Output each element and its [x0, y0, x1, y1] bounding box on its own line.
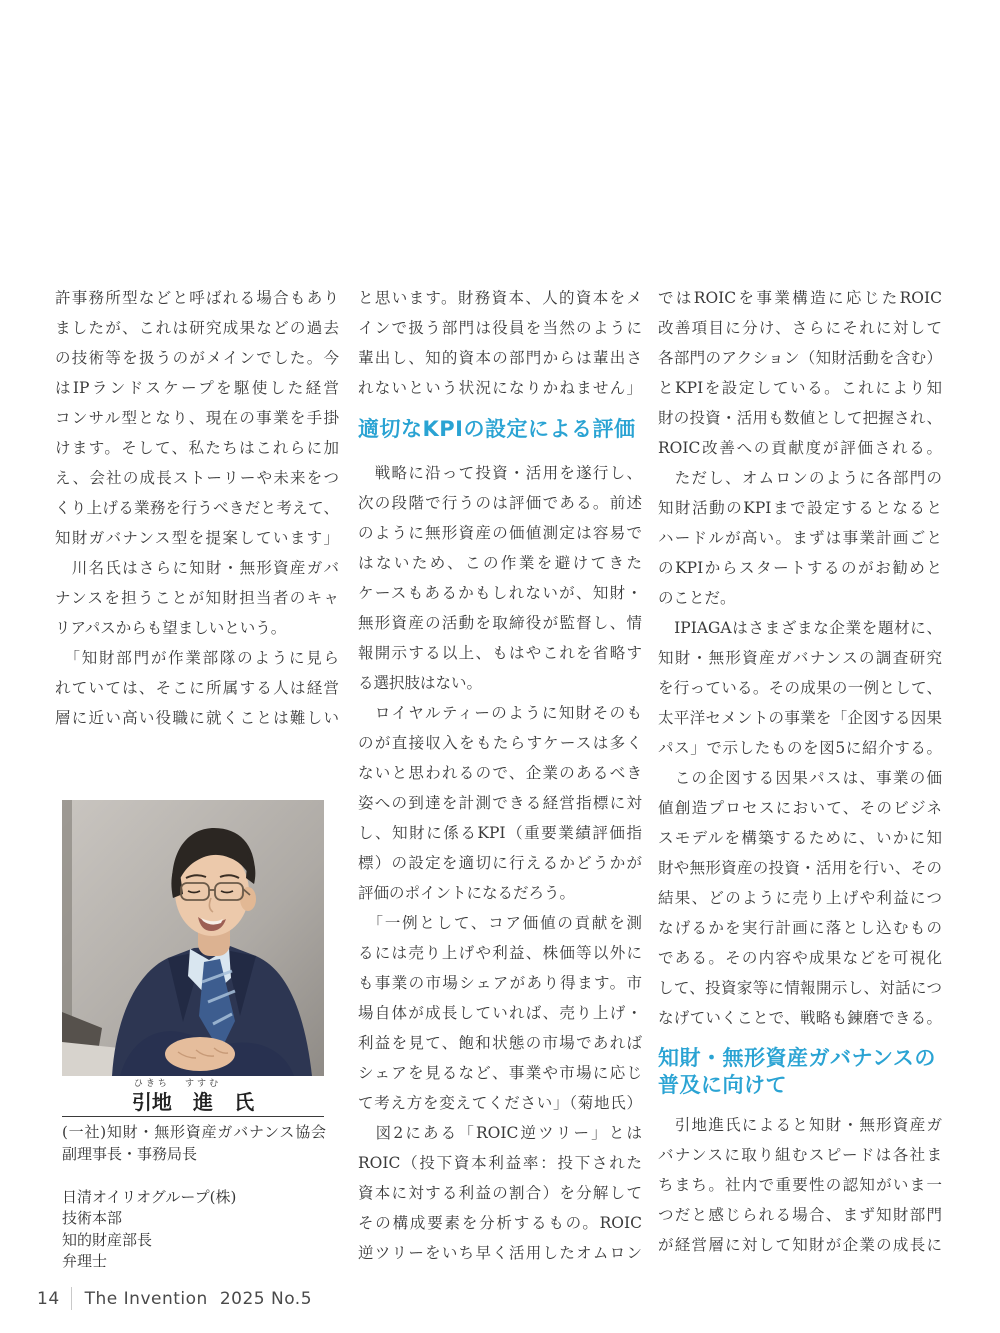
article-column-middle [358, 283, 642, 1268]
text-line: 輩出し、知的資本の部門からは輩出さ [358, 349, 642, 367]
text-line: 報開示する以上、もはやこれを省略す [358, 644, 642, 662]
text-line: (一社)知財・無形資産ガバナンス協会 [62, 1123, 326, 1141]
interviewee-details [62, 1122, 326, 1273]
text-line: なげるかを実行計画に落とし込むもの [658, 919, 942, 937]
text-line: ROIC（投下資本利益率：投下された [358, 1154, 642, 1172]
name-given-group [185, 1079, 221, 1114]
text-line: 知的財産部長 [62, 1230, 153, 1249]
text-line: のように無形資産の価値測定は容易で [358, 524, 642, 542]
text-line: が経営層に対して知財が企業の成長に [658, 1236, 942, 1254]
text-line: ROIC改善への貢献度が評価される。 [658, 439, 942, 457]
text-line: 層に近い高い役職に就くことは難しい [55, 709, 339, 727]
text-line: つだと感じられる場合、まず知財部門 [658, 1206, 942, 1224]
text-line: パス」で示したものを図5に紹介する。 [658, 739, 942, 757]
interviewee-name [62, 1079, 324, 1114]
text-line: ちまち。社内で重要性の認知がいま一 [658, 1176, 942, 1194]
text-line: 知財・無形資産ガバナンスの調査研究 [658, 649, 942, 667]
furigana-empty [241, 1079, 247, 1090]
text-line: ただし、オムロンのように各部門の [658, 469, 942, 487]
text-line: 結果、どのように売り上げや利益につ [658, 889, 942, 907]
text-line: 資本に対する利益の割合）を分解して [358, 1184, 642, 1202]
text-line: その構成要素を分析するもの。ROIC [358, 1214, 642, 1232]
section-heading-kpi: 適切なKPIの設定による評価 [358, 417, 636, 441]
text-line: 技術本部 [62, 1209, 123, 1227]
surname: 引地 [131, 1090, 172, 1114]
text-line: ケースもあるかもしれないが、知財・ [358, 584, 642, 602]
text-line: れないという状況になりかねません」 [358, 379, 642, 397]
text-line: けます。そして、私たちはこれらに加 [55, 439, 339, 457]
text-line: して、投資家等に情報開示し、対話につ [658, 979, 942, 997]
text-line [62, 1165, 326, 1187]
paragraph-block [358, 283, 642, 403]
text-line: ロイヤルティーのように知財そのも [358, 704, 642, 722]
text-line: ないと思われるので、企業のあるべき [358, 764, 642, 782]
text-line: 副理事長・事務局長 [62, 1144, 198, 1163]
name-surname-group [132, 1079, 172, 1114]
text-line: 財や無形資産の投資・活用を行い、その [658, 859, 942, 877]
text-line: リアパスからも望ましいという。 [55, 619, 287, 637]
text-line: 「一例として、コア価値の貢献を測 [358, 914, 642, 932]
text-line: る選択肢はない。 [358, 674, 483, 692]
portrait-illustration [62, 800, 324, 1076]
text-line: 弁理士 [62, 1252, 108, 1270]
text-line: ではROICを事業構造に応じたROIC [658, 289, 942, 307]
text-line: IPIAGAはさまざまな企業を題材に、 [658, 619, 942, 637]
text-line: はないため、この作業を避けてきた [358, 554, 642, 572]
text-line: 知財・無形資産ガバナンスの [658, 1046, 936, 1070]
text-line: 改善項目に分け、さらにそれに対して [658, 319, 942, 337]
text-line: 太平洋セメントの事業を「企図する因果 [658, 709, 942, 727]
text-line: るには売り上げや利益、株価等以外に [358, 944, 642, 962]
text-line: シェアを見るなど、事業や市場に応じ [358, 1064, 642, 1082]
text-line: 普及に向けて [658, 1073, 787, 1097]
text-line: インで扱う部門は役員を当然のように [358, 319, 642, 337]
text-line: 各部門のアクション（知財活動を含む） [658, 349, 942, 367]
text-line: のが直接収入をもたらすケースは多く [358, 734, 642, 752]
text-line: のことだ。 [658, 589, 736, 607]
text-line: 図2にある「ROIC逆ツリー」とは [358, 1124, 642, 1142]
text-line: のKPIからスタートするのがお勧めと [658, 559, 942, 577]
text-line: 無形資産の活動を取締役が監督し、情 [358, 614, 642, 632]
text-line: 評価のポイントになるだろう。 [358, 884, 576, 902]
text-line: 逆ツリーをいち早く活用したオムロン [358, 1244, 642, 1262]
name-honorific-group [234, 1079, 254, 1114]
text-line: 「知財部門が作業部隊のように見ら [55, 649, 339, 667]
text-line: なげていくことで、戦略も錬磨できる。 [658, 1009, 942, 1027]
text-line: 許事務所型などと呼ばれる場合もあり [55, 289, 339, 307]
text-line: 姿への到達を計測できる経営指標に対 [358, 794, 642, 812]
caption-divider [62, 1116, 324, 1117]
paragraph-block [358, 458, 642, 1268]
text-line: 知財ガバナンス型を提案しています」 [55, 529, 339, 547]
text-line: の技術等を扱うのがメインでした。今 [55, 349, 339, 367]
text-line: である。その内容や成果などを可視化 [658, 949, 942, 967]
text-line: れていては、そこに所属する人は経営 [55, 679, 339, 697]
text-line: 引地進氏によると知財・無形資産ガ [658, 1116, 942, 1134]
text-line: し、知財に係るKPI（重要業績評価指 [358, 824, 642, 842]
text-line: 日清オイリオグループ(株) [62, 1187, 237, 1206]
article-column-right [658, 283, 942, 1260]
text-line: とKPIを設定している。これにより知 [658, 379, 942, 397]
text-line: 利益を見て、飽和状態の市場であれば [358, 1034, 642, 1052]
given-name: 進 [193, 1090, 213, 1114]
paragraph-block [658, 283, 942, 1033]
text-line: はIPランドスケープを駆使した経営 [55, 379, 339, 397]
text-line: 財の投資・活用も数値として把握され、 [658, 409, 942, 427]
issue-label: 2025 No.5 [219, 1288, 313, 1309]
text-line: 値創造プロセスにおいて、そのビジネ [658, 799, 942, 817]
text-line: 知財活動のKPIまで設定するとなると [658, 499, 942, 517]
hands [165, 1037, 235, 1071]
text-line: ナンスを担うことが知財担当者のキャ [55, 589, 339, 607]
portrait-photo [62, 800, 324, 1076]
text-line: 次の段階で行うのは評価である。前述 [358, 494, 642, 512]
furigana-surname: ひきち [133, 1079, 170, 1089]
text-line: コンサル型となり、現在の事業を手掛 [55, 409, 339, 427]
page-footer [37, 1287, 312, 1310]
section-heading-governance [658, 1045, 942, 1099]
journal-title: The Invention [84, 1288, 208, 1309]
page-number: 14 [37, 1288, 60, 1309]
text-line: この企図する因果パスは、事業の価 [658, 769, 942, 787]
furigana-given: すすむ [184, 1079, 222, 1089]
text-line: スモデルを構築するために、いかに知 [658, 829, 942, 847]
text-line: バナンスに取り組むスピードは各社ま [658, 1146, 942, 1164]
text-line: ハードルが高い。まずは事業計画ごと [658, 529, 942, 547]
footer-divider [71, 1287, 72, 1310]
text-line: 場自体が成長していれば、売り上げ・ [358, 1004, 642, 1022]
text-line: 川名氏はさらに知財・無形資産ガバ [55, 559, 339, 577]
text-line: と思います。財務資本、人的資本をメ [358, 289, 642, 307]
paragraph-block [658, 1110, 942, 1260]
text-line: 戦略に沿って投資・活用を遂行し、 [358, 464, 642, 482]
article-column-left [55, 283, 339, 733]
text-line: も事業の市場シェアがあり得ます。市 [358, 974, 642, 992]
text-line: 標）の設定を適切に行えるかどうかが [358, 854, 642, 872]
text-line: を行っている。その成果の一例として、 [658, 679, 942, 697]
text-line: ましたが、これは研究成果などの過去 [55, 319, 339, 337]
text-line: くり上げる業務を行うべきだと考えて、 [55, 499, 339, 517]
text-line: え、会社の成長ストーリーや未来をつ [55, 469, 339, 487]
honorific: 氏 [234, 1090, 255, 1114]
text-line: て考え方を変えてください」（菊地氏） [358, 1094, 642, 1112]
